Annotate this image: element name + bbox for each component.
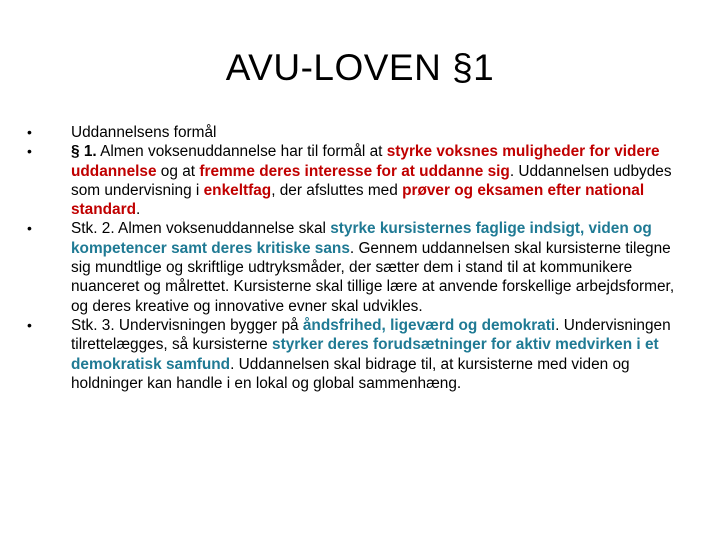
highlight-red: prøver og eksamen efter national standard (71, 181, 645, 219)
text-segment: . Undervisningen tilrettelægges, så kursisterne (71, 316, 671, 354)
text-segment: Almen voksenuddannelse har til formål at (96, 143, 387, 161)
highlight-red: styrke voksnes muligheder for videre uddannelse (71, 143, 660, 180)
text-segment: og at (156, 162, 200, 180)
text-segment: . Uddannelsen skal bidrage til, at kursisterne med viden og holdninger kan handle i en lokal og global sammenhæng. (71, 355, 630, 392)
bullet-icon: • (27, 124, 32, 140)
slide-title: AVU-LOVEN §1 (225, 47, 495, 88)
highlight-blue: styrke kursisternes faglige indsigt, viden og kompetencer samt deres kritiske sans (71, 220, 652, 257)
text-segment: . (136, 201, 141, 219)
text-segment: § 1. (71, 143, 97, 161)
bullet-icon: • (27, 220, 32, 237)
bullet-item (27, 316, 680, 393)
bullet-icon: • (27, 316, 32, 333)
text-segment: Stk. 3. Undervisningen bygger på (71, 316, 303, 334)
bullet-item (27, 123, 680, 142)
highlight-red: enkeltfag (203, 181, 272, 199)
text-segment: Stk. 2. Almen voksenuddannelse skal (71, 220, 331, 238)
bullet-item (27, 142, 680, 219)
text-segment: . Uddannelsen udbydes som undervisning i (71, 162, 672, 199)
bullet-icon: • (27, 143, 32, 160)
bullet-list (27, 123, 680, 393)
text-segment: Uddannelsens formål (71, 124, 217, 141)
highlight-blue: styrker deres forudsætninger for aktiv medvirken i et demokratisk samfund (71, 336, 659, 373)
text-segment: , der afsluttes med (271, 181, 403, 199)
bullet-item (27, 219, 680, 315)
text-segment: . Gennem uddannelsen skal kursisterne tilegne sig mundtlige og skriftlige udtryksmåder, der sætter dem i stand til at kommunikere nuanceret og målrettet. Kursisterne skal tillige lære at anvende forskellige arbejdsformer, og deres kreative og innovative evner skal udvikles. (71, 239, 675, 315)
highlight-red: fremme deres interesse for at uddanne sig (199, 162, 510, 180)
highlight-blue: åndsfrihed, ligeværd og demokrati (302, 316, 556, 334)
